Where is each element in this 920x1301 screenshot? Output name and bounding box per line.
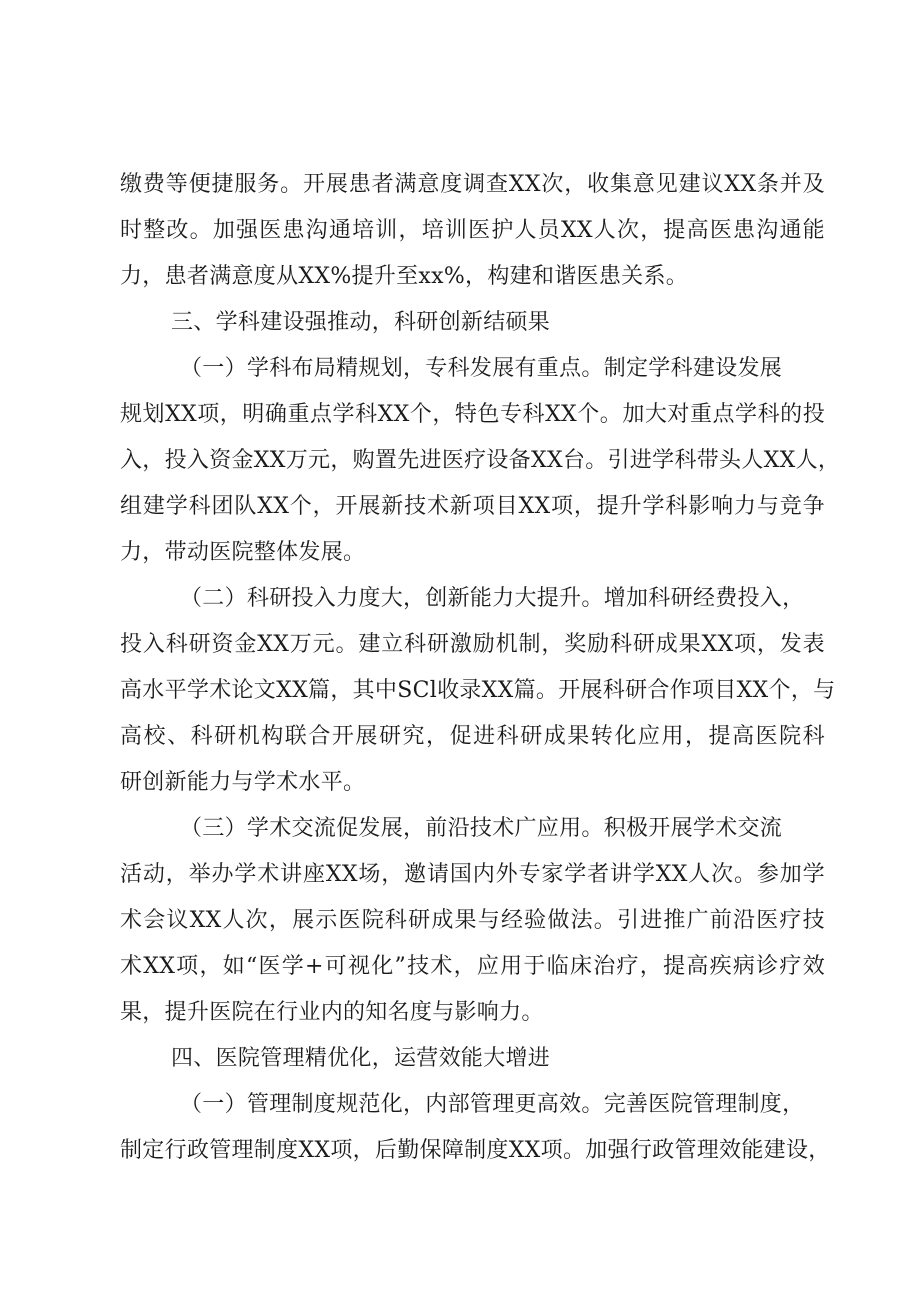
subsection-heading-3-2: （二）科研投入力度大，创新能力大提升。增加科研经费投入， — [180, 586, 805, 611]
document-page — [120, 162, 841, 1174]
body-line: 活动，举办学术讲座XX场，邀请国内外专家学者讲学XX人次。参加学 — [120, 862, 825, 887]
body-line: 高水平学术论文XX篇，其中SCl收录XX篇。开展科研合作项目XX个，与 — [120, 678, 836, 703]
body-line: 研创新能力与学术水平。 — [120, 770, 366, 795]
body-line: 力，带动医院整体发展。 — [120, 540, 366, 565]
body-line: 术会议XX人次，展示医院科研成果与经验做法。引进推广前沿医疗技 — [120, 908, 825, 933]
body-line: 时整改。加强医患沟通培训，培训医护人员XX人次，提高医患沟通能 — [120, 218, 825, 243]
body-line: 果，提升医院在行业内的知名度与影响力。 — [120, 1000, 544, 1025]
body-line: 组建学科团队XX个，开展新技术新项目XX项，提升学科影响力与竞争 — [120, 494, 825, 519]
body-line: 高校、科研机构联合开展研究，促进科研成果转化应用，提高医院科 — [120, 724, 825, 749]
body-line: 制定行政管理制度XX项，后勤保障制度XX项。加强行政管理效能建设， — [120, 1138, 831, 1163]
body-line: 入，投入资金XX万元，购置先进医疗设备XX台。引进学科带头人XX人， — [120, 448, 841, 473]
body-line: 规划XX项，明确重点学科XX个，特色专科XX个。加大对重点学科的投 — [120, 402, 825, 427]
body-line: 缴费等便捷服务。开展患者满意度调查XX次，收集意见建议XX条并及 — [120, 172, 825, 197]
body-line: 力，患者满意度从XX%提升至xx%，构建和谐医患关系。 — [120, 264, 689, 289]
body-line: 术XX项，如“医学+可视化”技术，应用于临床治疗，提高疾病诊疗效 — [120, 954, 825, 979]
subsection-heading-3-3: （三）学术交流促发展，前沿技术广应用。积极开展学术交流 — [180, 816, 783, 841]
subsection-heading-3-1: （一）学科布局精规划，专科发展有重点。制定学科建设发展 — [180, 356, 783, 381]
body-line: 投入科研资金XX万元。建立科研激励机制，奖励科研成果XX项，发表 — [120, 632, 825, 657]
section-heading-4: 四、医院管理精优化，运营效能大增进 — [171, 1046, 551, 1071]
section-heading-3: 三、学科建设强推动，科研创新结硕果 — [171, 310, 551, 335]
subsection-heading-4-1: （一）管理制度规范化，内部管理更高效。完善医院管理制度， — [180, 1092, 805, 1117]
